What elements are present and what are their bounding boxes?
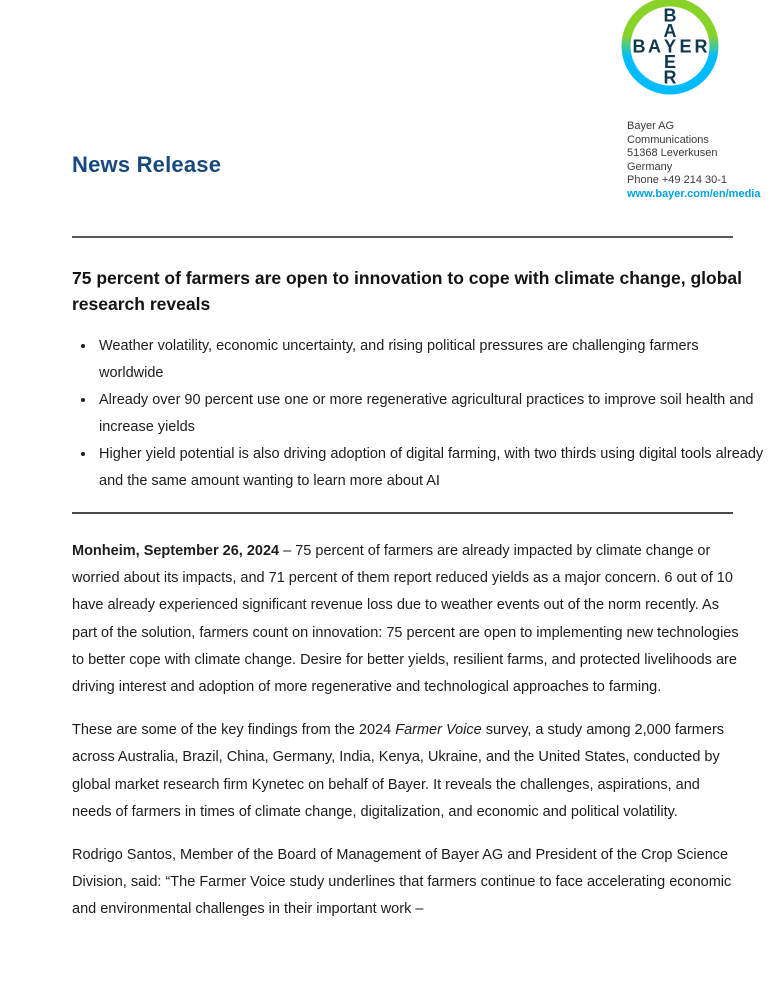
paragraph-survey bbox=[72, 717, 742, 826]
key-points-list bbox=[72, 333, 766, 495]
bullet-item: • Higher yield potential is also driving adoption of digital farming, with two thirds using digital tools already and the same amount wanting to learn more about AI bbox=[96, 441, 766, 495]
dateline: Monheim, September 26, 2024 bbox=[72, 543, 280, 559]
logo-letter: A bbox=[663, 21, 677, 41]
contact-block bbox=[627, 120, 772, 202]
contact-phone: Phone +49 214 30-1 bbox=[627, 174, 728, 187]
paragraph-dateline bbox=[72, 538, 742, 701]
paragraph-text: – 75 percent of farmers are already impacted by climate change or worried about its impacts, and 71 percent of them report reduced yields as a major concern. 6 out of 10 have already experienced significant revenue loss due to weather events out of the norm recently. As part of the solution, farmers count on innovation: 75 percent are open to implementing new technologies to better cope with climate change. Desire for better yields, resilient farms, and protected livelihoods are driving interest and adoption of more regenerative and technological approaches to farming. bbox=[72, 543, 739, 696]
logo-letter: R bbox=[663, 67, 677, 88]
logo-letter: B bbox=[663, 5, 677, 26]
bayer-logo bbox=[620, 0, 720, 96]
logo-letter: E bbox=[679, 36, 692, 57]
article-body bbox=[72, 538, 742, 940]
logo-letter: B bbox=[632, 36, 646, 57]
bayer-cross-icon bbox=[620, 0, 720, 96]
divider-body bbox=[72, 512, 733, 514]
paragraph-quote: Rodrigo Santos, Member of the Board of Management of Bayer AG and President of the Crop Science Division, said: “The Farmer Voice study underlines that farmers continue to face accelerating economic and environmental challenges in their important work – bbox=[72, 847, 732, 918]
contact-department: Communications bbox=[627, 133, 709, 146]
contact-company: Bayer AG bbox=[627, 120, 675, 132]
logo-letter: E bbox=[663, 52, 677, 72]
paragraph-text: These are some of the key findings from the 2024 bbox=[72, 722, 396, 739]
bullet-item: • Weather volatility, economic uncertainty, and rising political pressures are challenging farmers worldwide bbox=[96, 333, 766, 387]
survey-name: Farmer Voice bbox=[395, 722, 482, 739]
contact-country: Germany bbox=[627, 160, 673, 173]
headline: 75 percent of farmers are open to innovation to cope with climate change, global research reveals bbox=[72, 268, 742, 314]
bullet-item: • Already over 90 percent use one or more regenerative agricultural practices to improve soil health and increase yields bbox=[96, 387, 766, 441]
contact-postal: 51368 Leverkusen bbox=[627, 147, 718, 160]
logo-letter: A bbox=[648, 36, 661, 57]
logo-letter-shared-y: Y bbox=[663, 36, 677, 57]
media-link[interactable]: www.bayer.com/en/media bbox=[627, 187, 761, 200]
logo-letter: R bbox=[694, 36, 708, 57]
paragraph-text: survey, a study among 2,000 farmers across Australia, Brazil, China, Germany, India, Kenya, Ukraine, and the United States, conducted by global market research firm Kynetec on behalf of Bayer. It reveals the challenges, aspirations, and needs of farmers in times of climate change, digitalization, and economic and political volatility. bbox=[72, 722, 725, 820]
divider-top bbox=[72, 236, 733, 238]
page-title: News Release bbox=[72, 152, 222, 177]
